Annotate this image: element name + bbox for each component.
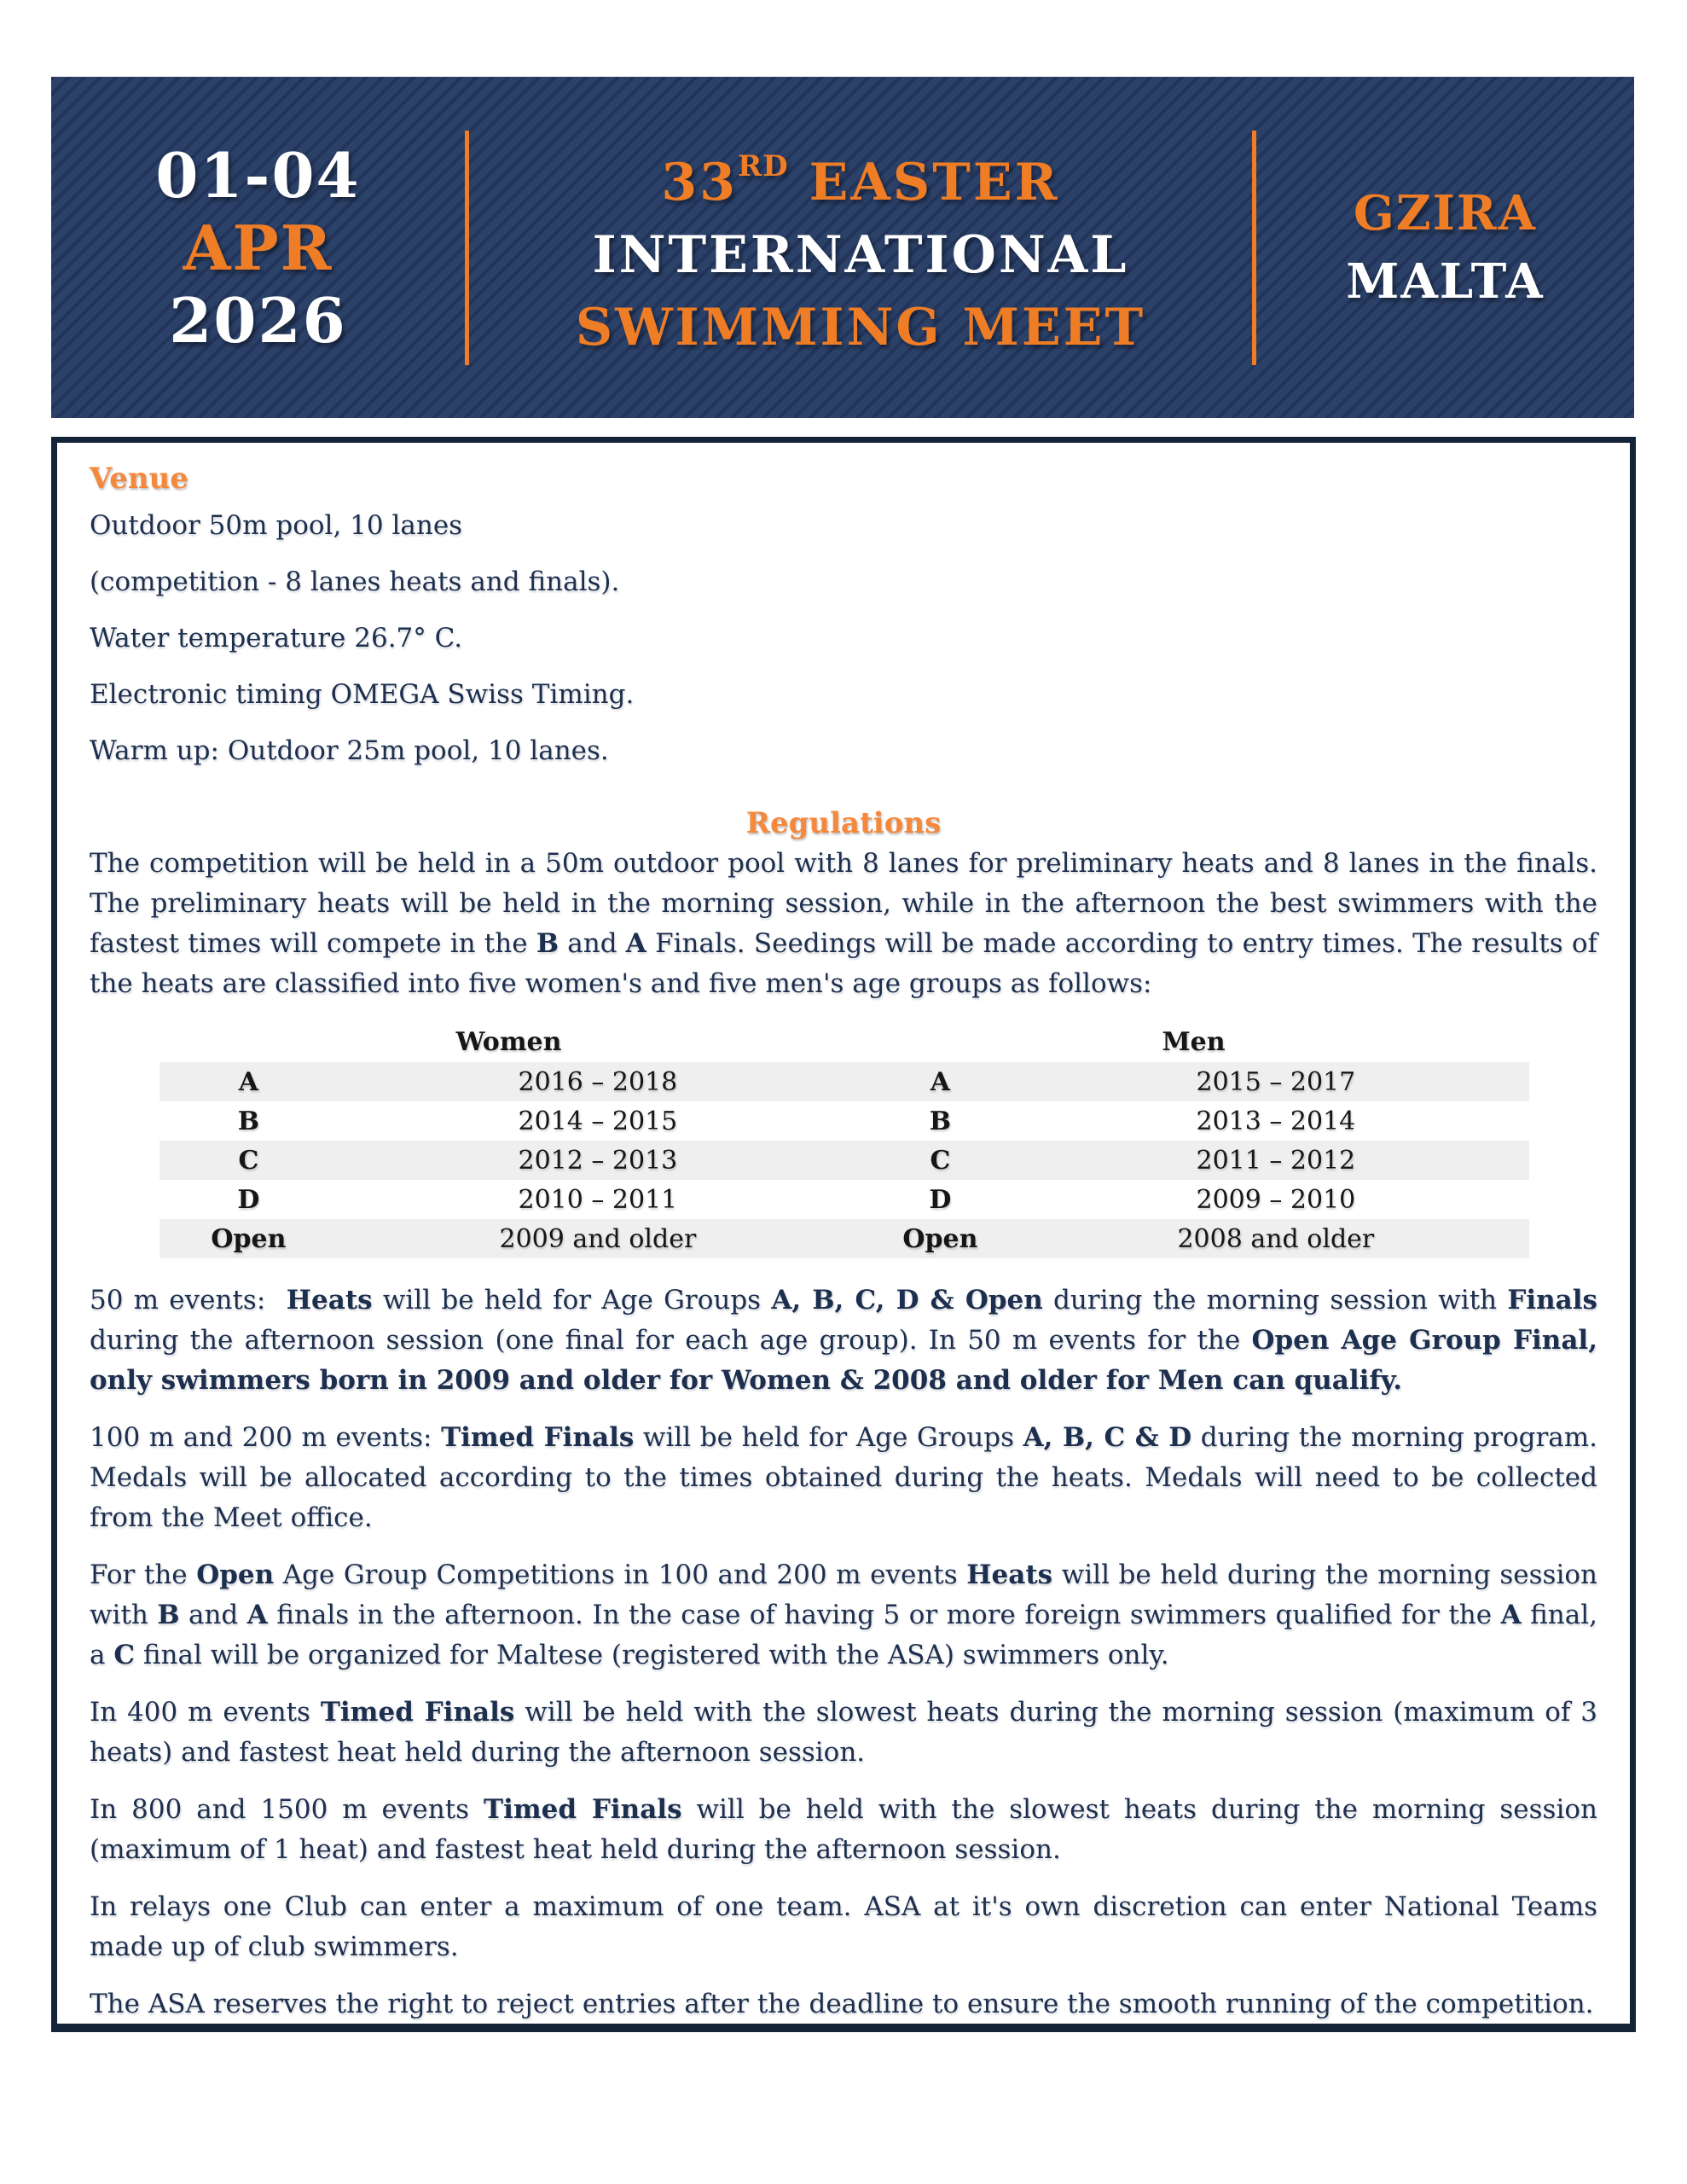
women-years-cell: 2016 – 2018 <box>518 1066 678 1097</box>
venue-line: Water temperature 26.7° C. <box>90 623 463 653</box>
venue-line: Outdoor 50m pool, 10 lanes <box>90 510 463 541</box>
men-years-cell: 2011 – 2012 <box>1196 1145 1356 1176</box>
men-years-cell: 2013 – 2014 <box>1196 1106 1356 1136</box>
venue-line: (competition - 8 lanes heats and finals). <box>90 566 620 597</box>
paragraph-400m-events: In 400 m events Timed Finals will be held with the slowest heats during the morning session (maximum of 3 heats) and fastest heat held during the afternoon session. <box>90 1697 1597 1768</box>
men-years-cell: 2015 – 2017 <box>1196 1066 1356 1097</box>
regulations-heading: Regulations <box>745 806 942 840</box>
age-groups-table <box>159 1021 1529 1258</box>
women-years-cell: 2009 and older <box>499 1223 697 1254</box>
date-year: 2026 <box>169 283 347 357</box>
women-group-cell: Open <box>211 1223 287 1254</box>
table-row <box>159 1062 1529 1101</box>
venue-line: Electronic timing OMEGA Swiss Timing. <box>90 679 635 710</box>
paragraph-relays: In relays one Club can enter a maximum of one team. ASA at it's own discretion can enter National Teams made up of club swimmers. <box>90 1891 1597 1962</box>
women-group-cell: A <box>238 1066 259 1097</box>
women-years-cell: 2010 – 2011 <box>518 1184 678 1215</box>
date-month: APR <box>183 211 333 284</box>
men-years-cell: 2008 and older <box>1177 1223 1375 1254</box>
edition-rest: EASTER <box>788 153 1060 212</box>
table-row <box>159 1180 1529 1219</box>
title-line-swimming-meet: SWIMMING MEET <box>575 298 1146 357</box>
men-group-cell: Open <box>902 1223 978 1254</box>
men-column-header: Men <box>1162 1026 1226 1057</box>
men-group-cell: C <box>930 1145 951 1176</box>
paragraph-asa-reserves: The ASA reserves the right to reject entries after the deadline to ensure the smooth running of the competition. <box>90 1989 1594 2019</box>
paragraph-100m-200m-events: 100 m and 200 m events: Timed Finals will be held for Age Groups A, B, C & D during the morning program. Medals will be allocated according to the times obtained during the heats. Medals will need to be collected from the Meet office. <box>90 1422 1598 1533</box>
venue-heading: Venue <box>90 462 188 496</box>
title-line-edition <box>662 131 1060 219</box>
women-group-cell: D <box>237 1184 260 1215</box>
event-title <box>469 77 1252 418</box>
table-row <box>159 1219 1529 1258</box>
paragraph-50m-events: 50 m events: Heats will be held for Age Groups A, B, C, D & Open during the morning session with Finals during the afternoon session (one final for each age group). In 50 m events for the Open Age Group Final, only swimmers born in 2009 and older for Women & 2008 and older for Men can qualify. <box>90 1285 1597 1396</box>
header-band <box>51 77 1634 418</box>
women-group-cell: C <box>238 1145 259 1176</box>
paragraph-open-age-group: For the Open Age Group Competitions in 100 and 200 m events Heats will be held during the morning session with B and A finals in the afternoon. In the case of having 5 or more foreign swimmers qualified for the A final, a C final will be organized for Maltese (registered with the ASA) swimmers only. <box>90 1560 1597 1670</box>
men-years-cell: 2009 – 2010 <box>1196 1184 1356 1215</box>
women-group-cell: B <box>237 1106 260 1136</box>
men-group-cell: D <box>929 1184 952 1215</box>
paragraph-800m-1500m-events: In 800 and 1500 m events Timed Finals will be held with the slowest heats during the morning session (maximum of 1 heat) and fastest heat held during the afternoon session. <box>90 1794 1597 1865</box>
table-row <box>159 1141 1529 1180</box>
content-box <box>51 437 1636 2032</box>
women-years-cell: 2012 – 2013 <box>518 1145 678 1176</box>
women-column-header: Women <box>455 1026 562 1057</box>
age-groups-header-row <box>159 1021 1529 1062</box>
edition-ordinal-suffix: RD <box>738 149 789 183</box>
regulations-intro-paragraph: The competition will be held in a 50m outdoor pool with 8 lanes for preliminary heats and 8 lanes in the finals. The preliminary heats will be held in the morning session, while in the afternoon the best swimmers with the fastest times will compete in the B and A Finals. Seedings will be made according to entry times. The results of the heats are classified into five women's and five men's age groups as follows: <box>90 848 1597 999</box>
location-country: MALTA <box>1346 253 1545 310</box>
event-dates <box>51 77 465 418</box>
date-range: 01-04 <box>155 138 361 212</box>
table-row <box>159 1101 1529 1141</box>
venue-line: Warm up: Outdoor 25m pool, 10 lanes. <box>90 735 609 766</box>
venue-section <box>90 460 1597 779</box>
title-line-international: INTERNATIONAL <box>592 225 1129 285</box>
edition-number: 33 <box>661 153 738 212</box>
women-years-cell: 2014 – 2015 <box>518 1106 678 1136</box>
event-location <box>1256 77 1634 418</box>
men-group-cell: B <box>929 1106 952 1136</box>
men-group-cell: A <box>930 1066 951 1097</box>
location-city: GZIRA <box>1354 185 1537 241</box>
